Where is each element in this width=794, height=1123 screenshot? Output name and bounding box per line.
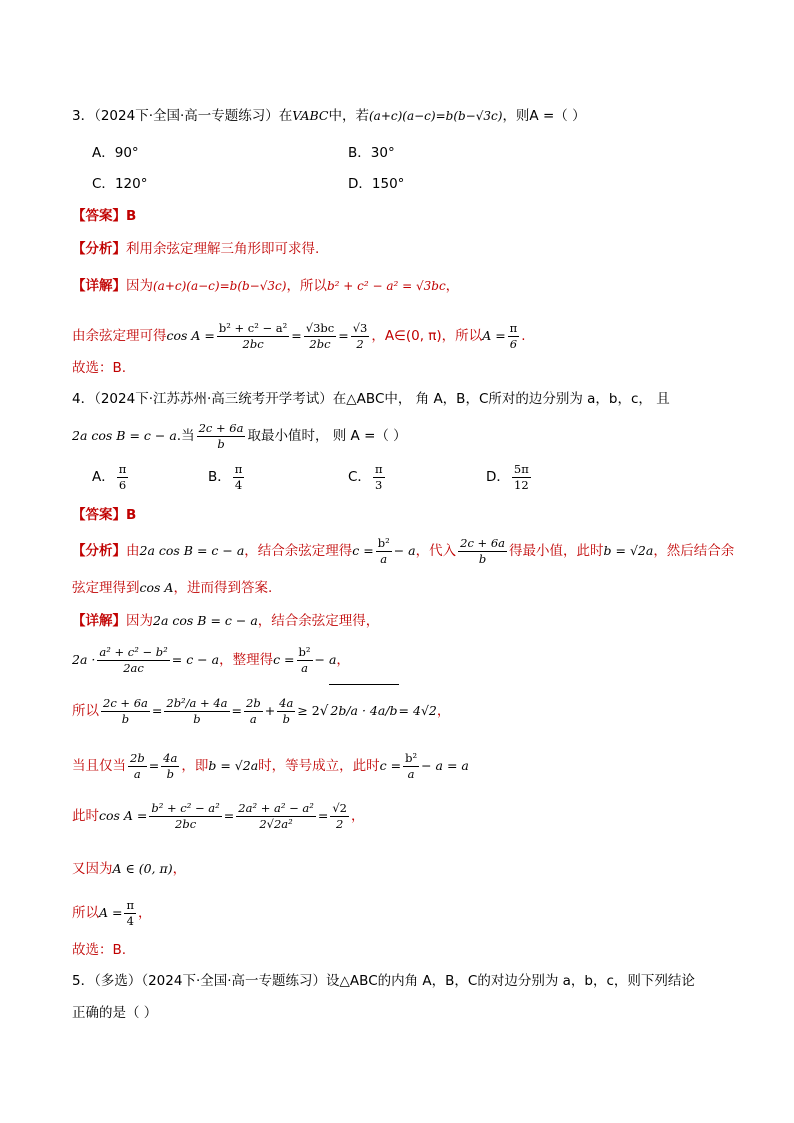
q3-stem-end: ，则A =（ ） — [502, 108, 586, 124]
detail-text: ， — [336, 652, 350, 668]
q5-stem-text: 设△ABC的内角 A，B，C的对边分别为 a，b，c，则下列结论 — [326, 973, 695, 989]
math: = c − a — [171, 652, 220, 667]
q5-stem-text: 正确的是（ ） — [72, 1005, 158, 1021]
numerator: 2c + 6a — [460, 535, 506, 550]
numerator: b² — [377, 535, 390, 550]
q3-detail-line2: 由余弦定理可得cos A = $\frac{\text{b² + c² − a²}}{2bc}$ = $\frac{√3bc}{2bc}$ = $\frac{√3}{2}$ ，A∈(0, π)，所以A = $\frac{\pi}{6}$ . — [72, 320, 526, 351]
fraction — [304, 321, 336, 352]
math: 2b/a · 4a/b — [329, 684, 398, 737]
denominator: 2bc — [309, 336, 331, 351]
detail-text: ， — [172, 861, 187, 877]
option-value: 90° — [114, 145, 139, 161]
detail-text: ，结合余弦定理得， — [257, 613, 380, 629]
analysis-text: ，代入 — [415, 543, 457, 559]
q4-detail-line2 — [72, 638, 350, 682]
math: A ∈ (0, π) — [112, 861, 173, 876]
denominator: 6 — [509, 336, 518, 351]
detail-text: 由余弦定理可得 — [72, 328, 167, 344]
analysis-text: 得最小值，此时 — [509, 543, 604, 559]
math: − a — [393, 543, 416, 558]
math: b = √2a — [603, 543, 654, 558]
math: − a = a — [421, 758, 469, 773]
q4-stem-text: 在△ABC中， 角 A，B，C所对的边分别为 a，b，c， 且 — [332, 391, 670, 407]
detail-text: ， — [436, 703, 451, 719]
analysis-tag: 【分析】 — [72, 543, 126, 559]
denominator: a — [133, 766, 141, 781]
q4-analysis-line2 — [72, 578, 272, 598]
q3-analysis — [72, 239, 319, 259]
q4-option-d[interactable] — [486, 460, 533, 494]
numerator: 2a² + a² − a² — [238, 800, 314, 815]
q4-detail-line4 — [72, 744, 469, 788]
denominator: 2 — [356, 336, 364, 351]
q4-detail-line6 — [72, 859, 186, 879]
q5-source: （2024下·全国·高一专题练习） — [141, 973, 327, 989]
q3-stem-text-2: 中，若 — [328, 108, 369, 124]
fraction — [117, 462, 129, 493]
q3-condition: (a+c)(a−c)=b(b−√3c) — [369, 109, 503, 123]
fraction — [101, 696, 150, 727]
math: + — [264, 703, 276, 718]
q4-stem-line1 — [72, 389, 670, 409]
result-lhs: A = — [482, 328, 506, 343]
math: = — [148, 758, 160, 773]
math: A = — [99, 905, 123, 920]
math: = — [231, 703, 242, 718]
analysis-text: ，进而得到答案. — [173, 580, 273, 596]
denominator: 2ac — [123, 660, 144, 675]
math: = — [223, 808, 235, 823]
fraction — [297, 645, 313, 676]
numerator: 2c + 6a — [198, 420, 244, 435]
q3-option-b[interactable] — [348, 143, 395, 163]
numerator: b² — [298, 644, 311, 659]
fraction — [376, 536, 392, 567]
denominator: b — [193, 711, 201, 726]
math: b = √2a — [208, 758, 259, 773]
numerator: π — [234, 461, 243, 476]
option-label: B． — [208, 469, 231, 485]
answer-value: B — [126, 507, 137, 523]
q3-option-d[interactable] — [348, 174, 404, 194]
option-label: C． — [92, 176, 115, 192]
math: c = — [352, 543, 374, 558]
q4-detail-line1 — [72, 611, 379, 631]
math: cos A = — [99, 808, 148, 823]
q3-detail-line1 — [72, 276, 459, 296]
detail-text: 所以 — [72, 703, 99, 719]
option-label: D． — [486, 469, 510, 485]
detail-text: 因为 — [126, 613, 153, 629]
q4-number: 4． — [72, 391, 95, 407]
numerator: 2b²/a + 4a — [166, 695, 228, 710]
q4-analysis-line1 — [72, 531, 734, 571]
denominator: 2 — [336, 816, 344, 831]
numerator: π — [126, 897, 135, 912]
option-label: D． — [348, 176, 372, 192]
detail-tag: 【详解】 — [72, 613, 126, 629]
q3-source: （2024下·全国·高一专题练习） — [94, 108, 279, 124]
numerator: √3bc — [305, 320, 335, 335]
numerator: 2c + 6a — [103, 695, 148, 710]
math: ≥ 2 — [297, 703, 320, 718]
denominator: a — [301, 660, 308, 675]
numerator: 5π — [513, 461, 529, 476]
cos-a: cos A = — [166, 328, 215, 343]
numerator: b² — [405, 750, 418, 765]
option-label: A． — [92, 469, 115, 485]
q4-condition: 2a cos B = c − a — [72, 428, 177, 443]
detail-text: 所以 — [72, 905, 99, 921]
q3-stem — [72, 106, 586, 126]
detail-condition: (a+c)(a−c)=b(b−√3c) — [153, 279, 287, 293]
numerator: 2b — [246, 695, 261, 710]
fraction — [373, 462, 385, 493]
fraction — [508, 321, 520, 352]
numerator: π — [118, 461, 127, 476]
analysis-text: 由 — [126, 543, 140, 559]
denominator: b — [166, 766, 174, 781]
fraction — [277, 696, 295, 727]
fraction — [236, 801, 316, 832]
fraction — [164, 696, 229, 727]
denominator: a — [407, 766, 415, 781]
denominator: 12 — [514, 477, 529, 492]
q3-triangle: VABC — [292, 108, 329, 123]
detail-text: 因为 — [126, 278, 153, 294]
fraction — [403, 751, 419, 782]
detail-text: ，所以 — [286, 278, 327, 294]
denominator: b — [478, 551, 487, 566]
denominator: 3 — [375, 477, 383, 492]
numerator: 2b — [130, 750, 145, 765]
denominator: 2√2a² — [259, 816, 293, 831]
answer-tag: 【答案】 — [72, 507, 126, 523]
numerator: π — [374, 461, 383, 476]
fraction — [161, 751, 179, 782]
analysis-text: ，结合余弦定理得 — [244, 543, 353, 559]
answer-value: B — [126, 208, 137, 224]
math: = — [317, 808, 329, 823]
q4-stem-text: .当 — [176, 428, 195, 444]
detail-text: ， — [445, 278, 460, 294]
math: 2a · — [72, 652, 96, 667]
option-value: 30° — [370, 145, 395, 161]
q4-answer — [72, 505, 136, 525]
q4-detail-line5 — [72, 794, 365, 838]
denominator: 4 — [126, 913, 134, 928]
detail-text: ，即 — [181, 758, 209, 774]
detail-text: ，A∈(0, π)，所以 — [371, 328, 483, 344]
fraction — [244, 696, 263, 727]
denominator: 2bc — [175, 816, 197, 831]
q4-detail-line3: 所以 $\frac{2c + 6a}{b}$ = $\frac{\text{2b²/a + 4a}}{b}$ = $\frac{2b}{a}$ + $\frac{4a}{b}$ ≥ 2√ 2b/a · 4a/b= 4√2， — [72, 684, 450, 737]
q5-stem-line1 — [72, 971, 695, 991]
fraction — [97, 645, 169, 676]
denominator: b — [282, 711, 290, 726]
denominator: b — [217, 436, 225, 451]
numerator: 4a — [163, 750, 178, 765]
analysis-tag: 【分析】 — [72, 241, 126, 257]
numerator: 4a — [279, 695, 294, 710]
fraction — [217, 321, 289, 352]
detail-text: ， — [351, 808, 365, 824]
denominator: 2bc — [242, 336, 264, 351]
q4-option-a[interactable] — [92, 460, 130, 494]
detail-text: 当且仅当 — [72, 758, 126, 774]
denominator: 6 — [118, 477, 127, 492]
option-label: B． — [348, 145, 371, 161]
math: c = — [379, 758, 402, 773]
numerator: b² + c² − a² — [151, 800, 220, 815]
option-label: A． — [92, 145, 115, 161]
q5-stem-line2 — [72, 1003, 157, 1023]
detail-tag: 【详解】 — [72, 278, 126, 294]
fraction — [458, 536, 507, 567]
math: 2a cos B = c − a — [153, 613, 258, 628]
q4-choose — [72, 940, 126, 960]
q3-number: 3． — [72, 108, 95, 124]
denominator: 4 — [234, 477, 243, 492]
numerator: π — [509, 320, 518, 335]
answer-tag: 【答案】 — [72, 208, 126, 224]
detail-text: 此时 — [72, 808, 99, 824]
choose-text: 故选：B. — [72, 360, 127, 376]
fraction — [512, 462, 531, 493]
fraction — [197, 421, 246, 452]
choose-text: 故选：B. — [72, 942, 127, 958]
q4-detail-line7 — [72, 893, 152, 933]
fraction — [149, 801, 221, 832]
q3-answer — [72, 206, 136, 226]
q5-number: 5． — [72, 973, 95, 989]
math: 2a cos B = c − a — [139, 543, 245, 558]
math: − a — [314, 652, 337, 667]
numerator: b² + c² − a² — [218, 320, 288, 335]
q4-option-c[interactable] — [348, 460, 387, 494]
math: cos A — [139, 580, 174, 595]
q4-source: （2024下·江苏苏州·高三统考开学考试） — [94, 391, 333, 407]
q5-tag: （多选） — [94, 973, 142, 989]
q3-option-c[interactable] — [92, 174, 147, 194]
analysis-text: 利用余弦定理解三角形即可求得. — [126, 241, 320, 257]
numerator: √3 — [352, 320, 368, 335]
option-value: 150° — [371, 176, 405, 192]
q4-stem-text: 取最小值时， 则 A =（ ） — [247, 428, 407, 444]
detail-text: 又因为 — [72, 861, 113, 877]
detail-text: 时，等号成立，此时 — [258, 758, 380, 774]
q4-option-b[interactable] — [208, 460, 246, 494]
numerator: √2 — [332, 800, 348, 815]
fraction — [124, 898, 136, 929]
option-label: C． — [348, 469, 371, 485]
math: c = — [273, 652, 295, 667]
fraction — [233, 462, 245, 493]
q3-stem-text: 在 — [278, 108, 293, 124]
q3-choose — [72, 358, 126, 378]
denominator: a — [249, 711, 257, 726]
option-value: 120° — [114, 176, 148, 192]
analysis-text: 弦定理得到 — [72, 580, 140, 596]
detail-equation: b² + c² − a² = √3bc — [326, 279, 446, 293]
q3-option-a[interactable] — [92, 143, 139, 163]
detail-text: ， — [138, 905, 152, 921]
denominator: b — [121, 711, 130, 726]
analysis-text: ，然后结合余 — [653, 543, 735, 559]
q4-stem-line2 — [72, 416, 407, 456]
math: = 4√2 — [398, 703, 437, 718]
fraction — [128, 751, 147, 782]
fraction — [351, 321, 370, 352]
fraction — [330, 801, 349, 832]
detail-text: . — [521, 328, 526, 344]
detail-text: ，整理得 — [219, 652, 274, 668]
math: = — [151, 703, 163, 718]
denominator: a — [380, 551, 388, 566]
numerator: a² + c² − b² — [99, 644, 168, 659]
